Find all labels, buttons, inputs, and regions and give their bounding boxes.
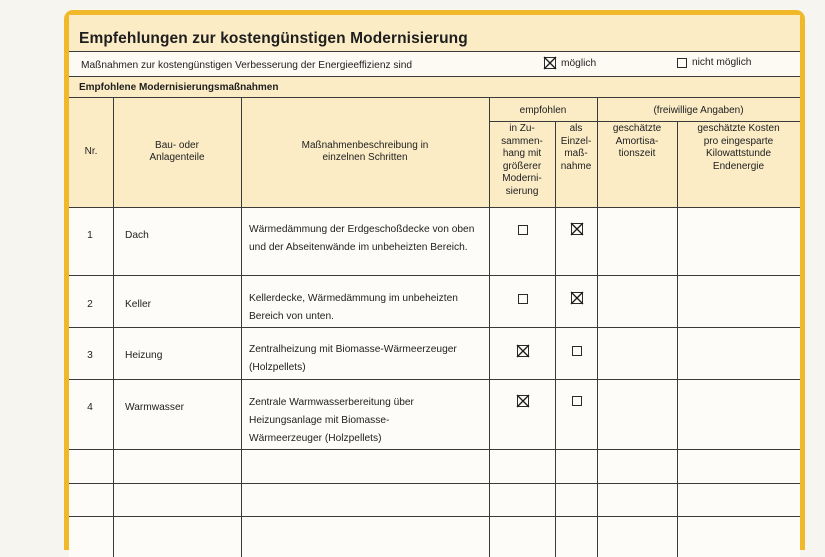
- grid-line: [489, 121, 800, 122]
- measures-table: [69, 97, 800, 557]
- grid-line: [69, 97, 800, 98]
- check-cross-icon: [542, 55, 558, 71]
- row-4-in-context-checkbox[interactable]: [517, 395, 529, 407]
- row-2-in-context-checkbox[interactable]: [518, 294, 528, 304]
- row-1-description: Wärmedämmung der Erdgeschoßdecke von oben und der Abseitenwände im unbeheizten Bereich.: [249, 224, 475, 253]
- check-cross-icon: [515, 343, 531, 359]
- check-cross-icon: [569, 221, 585, 237]
- option-possible[interactable]: [544, 57, 596, 69]
- row-divider: [69, 516, 800, 517]
- row-3-nr: 3: [87, 350, 93, 361]
- option-not-possible[interactable]: [677, 57, 751, 68]
- row-2-single-checkbox[interactable]: [571, 292, 583, 304]
- row-3-single-checkbox[interactable]: [572, 346, 582, 356]
- row-1-component: Dach: [125, 230, 149, 241]
- row-divider: [69, 327, 800, 328]
- check-cross-icon: [569, 290, 585, 306]
- row-divider: [69, 275, 800, 276]
- row-divider: [69, 483, 800, 484]
- row-2-component: Keller: [125, 299, 152, 310]
- option-not-possible-label: nicht möglich: [692, 57, 752, 68]
- row-divider: [69, 379, 800, 380]
- row-divider: [69, 449, 800, 450]
- row-2-nr: 2: [87, 299, 93, 310]
- section-header: [69, 77, 800, 97]
- form-title-bar: [69, 15, 800, 52]
- row-2-description: Kellerdecke, Wärmedämmung im unbeheizten Bereich von unten.: [249, 293, 458, 322]
- header-voluntary: (freiwillige Angaben): [653, 104, 744, 116]
- header-component: Bau- oder Anlagenteile: [149, 139, 205, 163]
- row-4-nr: 4: [87, 402, 93, 413]
- form-title: Empfehlungen zur kostengünstigen Modernisierung: [79, 30, 468, 47]
- header-in-context: in Zu- sammen- hang mit größerer Moderni- sierung: [501, 123, 543, 197]
- header-nr: Nr.: [84, 145, 98, 157]
- header-single: als Einzel- maß- nahme: [560, 123, 592, 172]
- row-1-in-context-checkbox[interactable]: [518, 225, 528, 235]
- not-possible-checkbox[interactable]: [677, 58, 687, 68]
- grid-line: [677, 121, 678, 557]
- row-4-description: Zentrale Warmwasserbereitung über Heizungsanlage mit Biomasse-Wärmeerzeuger (Holzpellets): [249, 397, 414, 444]
- grid-line: [555, 121, 556, 557]
- grid-line: [69, 207, 800, 208]
- row-3-description: Zentralheizung mit Biomasse-Wärmeerzeuger (Holzpellets): [249, 344, 457, 373]
- header-costs: geschätzte Kosten pro eingesparte Kilowattstunde Endenergie: [697, 123, 780, 172]
- check-cross-icon: [515, 393, 531, 409]
- row-1-single-checkbox[interactable]: [571, 223, 583, 235]
- modernization-form: [64, 10, 805, 550]
- possibility-statement: Maßnahmen zur kostengünstigen Verbesserung der Energieeffizienz sind: [81, 60, 413, 71]
- header-description: Maßnahmenbeschreibung in einzelnen Schritten: [301, 139, 429, 163]
- row-4-single-checkbox[interactable]: [572, 396, 582, 406]
- row-4-component: Warmwasser: [125, 402, 185, 413]
- row-3-component: Heizung: [125, 350, 163, 361]
- section-title: Empfohlene Modernisierungsmaßnahmen: [79, 82, 279, 93]
- row-3-in-context-checkbox[interactable]: [517, 345, 529, 357]
- header-recommended: empfohlen: [519, 104, 567, 116]
- option-possible-label: möglich: [561, 57, 597, 69]
- possible-checkbox[interactable]: [544, 57, 556, 69]
- row-1-nr: 1: [87, 230, 93, 241]
- header-amortization: geschätzte Amortisa- tionszeit: [612, 123, 662, 159]
- possibility-row: [69, 52, 800, 77]
